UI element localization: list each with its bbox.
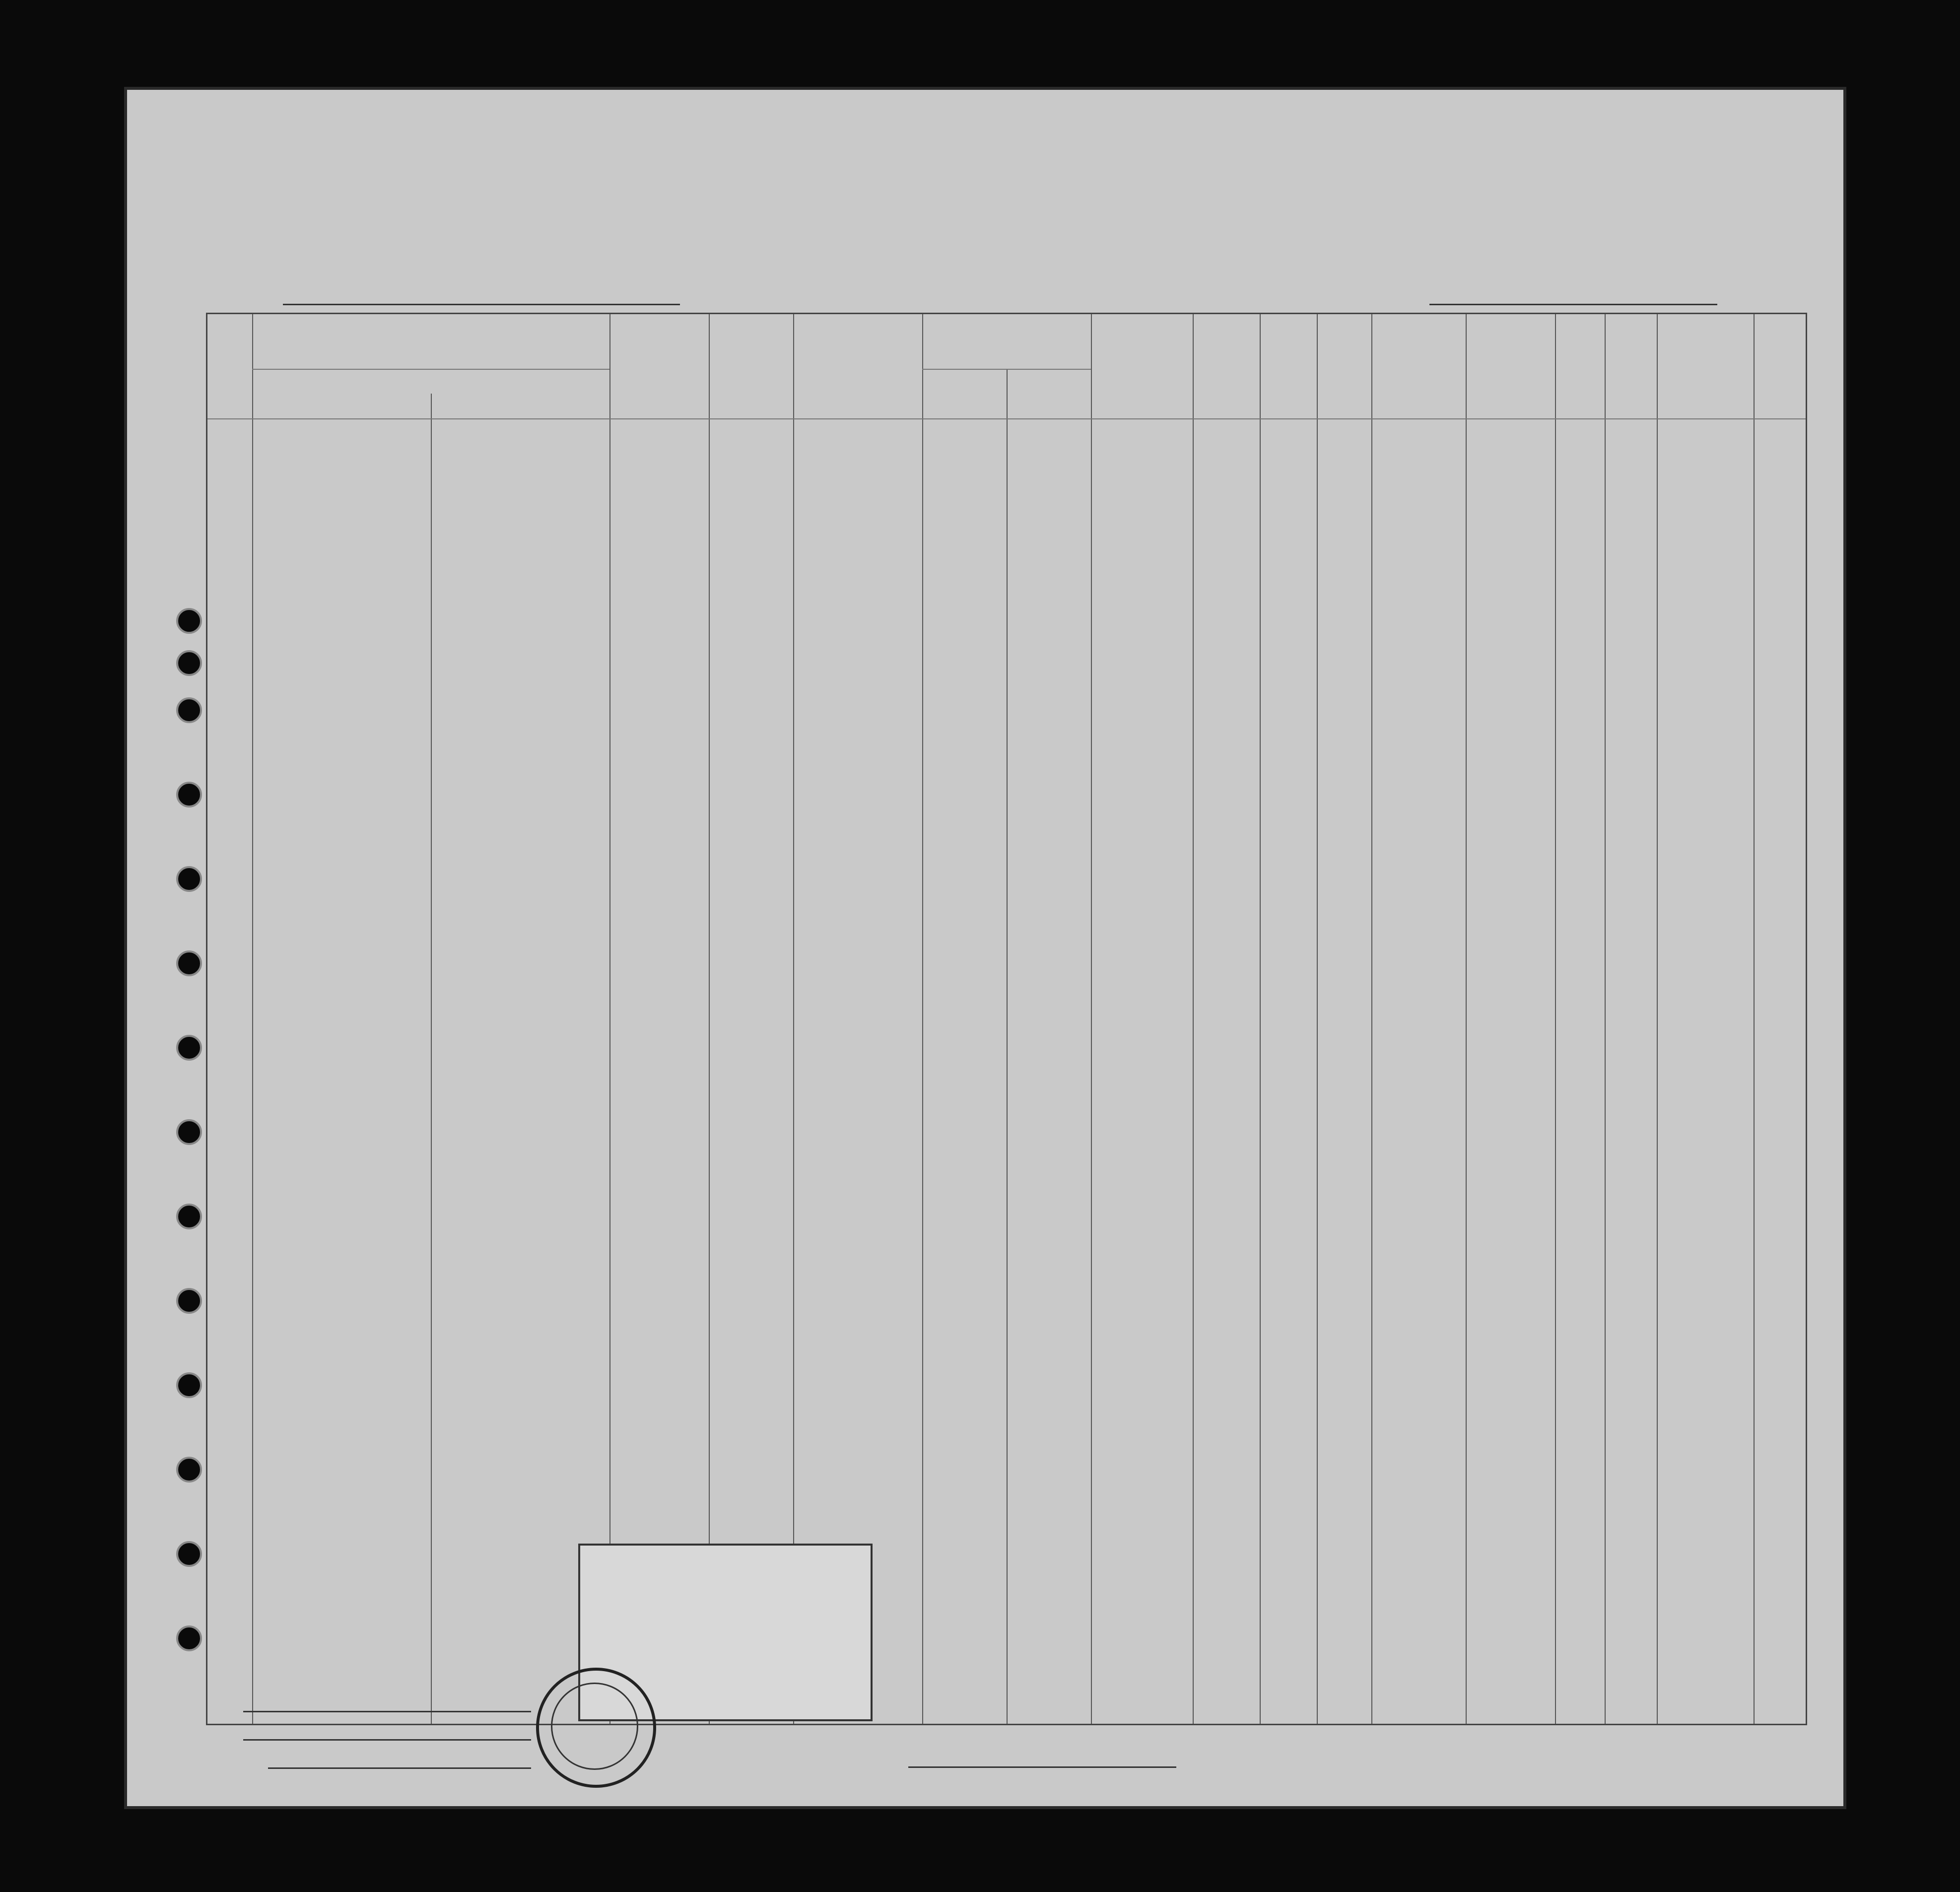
binder-hole (176, 866, 202, 892)
agents-underline (268, 1767, 531, 1769)
col-divider (609, 314, 610, 1724)
binder-hole (176, 1204, 202, 1229)
binder-hole (176, 697, 202, 723)
col-divider (1754, 314, 1755, 1724)
vessel-line (218, 270, 1856, 310)
manifest-sheet (124, 87, 1846, 1809)
binder-holes (176, 87, 206, 1809)
owners-underline (243, 1739, 531, 1741)
vessel-underline (283, 304, 680, 305)
col-divider (1657, 314, 1658, 1724)
col-divider (1317, 314, 1318, 1724)
col-divider (431, 394, 432, 1724)
binder-hole (176, 1119, 202, 1145)
binder-hole (176, 1035, 202, 1061)
col-divider (922, 314, 923, 1724)
binder-hole (176, 1625, 202, 1651)
col-divider (793, 314, 794, 1724)
header-divider (252, 369, 609, 370)
col-divider (1605, 314, 1606, 1724)
col-divider (1193, 314, 1194, 1724)
inspector-underline (908, 1766, 1176, 1768)
binder-hole (176, 608, 202, 634)
col-divider (1371, 314, 1372, 1724)
header-divider (922, 369, 1091, 370)
line-underline (243, 1711, 531, 1712)
col-divider (1007, 369, 1008, 1724)
binder-hole (176, 782, 202, 808)
binder-hole (176, 650, 202, 676)
binder-hole (176, 950, 202, 976)
header-divider (207, 418, 1806, 419)
crew-manifest-table (206, 313, 1807, 1725)
consular-seal-inner (551, 1683, 638, 1770)
col-divider (1555, 314, 1556, 1724)
port-underline (1429, 304, 1717, 305)
col-divider (1260, 314, 1261, 1724)
binder-hole (176, 1457, 202, 1483)
sheet-number (1785, 141, 1792, 157)
binder-hole (176, 1372, 202, 1398)
col-divider (1091, 314, 1092, 1724)
col-divider (252, 314, 253, 1724)
col-divider (1466, 314, 1467, 1724)
col-divider (709, 314, 710, 1724)
binder-hole (176, 1288, 202, 1314)
binder-hole (176, 1541, 202, 1567)
